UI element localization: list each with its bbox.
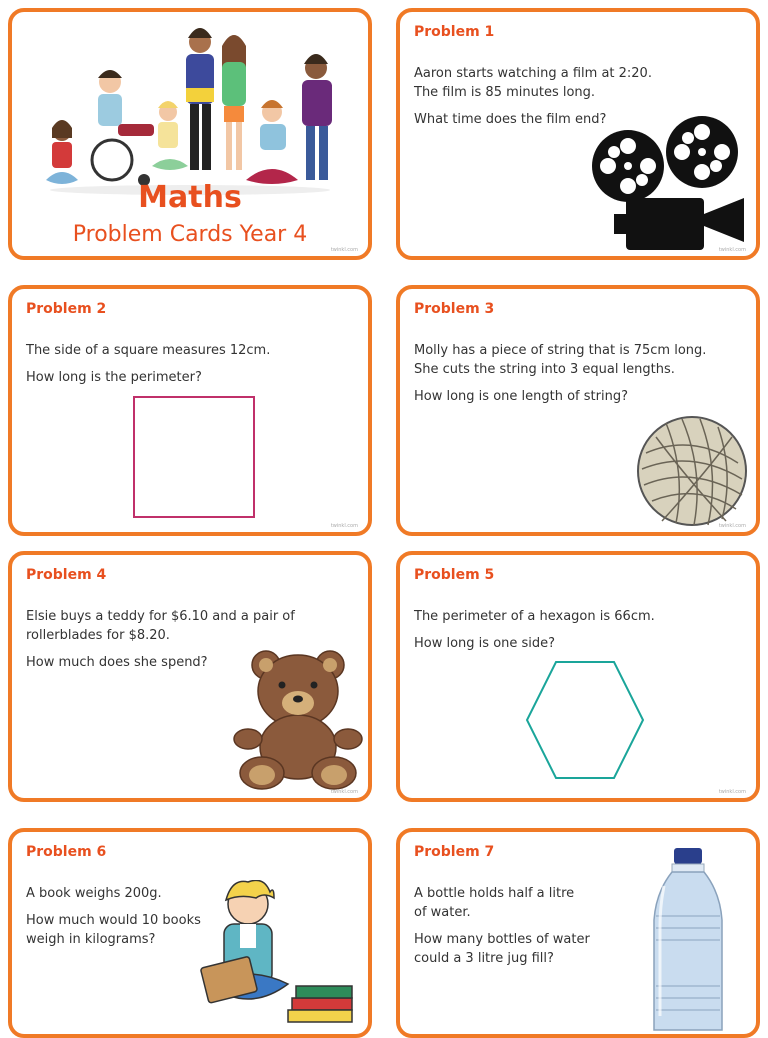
problem-line: Molly has a piece of string that is 75cm long.	[414, 343, 707, 358]
problem-text	[414, 884, 590, 968]
problem-question: What time does the film end?	[414, 112, 607, 127]
cover-subtitle: Problem Cards Year 4	[72, 222, 308, 247]
problem-line: The side of a square measures 12cm.	[26, 343, 271, 358]
problem-question: could a 3 litre jug fill?	[414, 951, 554, 966]
footer-mark: twinkl.com	[718, 789, 746, 795]
problem-question: How much does she spend?	[26, 655, 208, 670]
problem-question: How long is one side?	[414, 636, 556, 651]
footer-mark: twinkl.com	[718, 523, 746, 529]
problem-question: How many bottles of water	[414, 932, 590, 947]
problem-text	[414, 341, 706, 406]
problem-heading: Problem 7	[414, 844, 495, 860]
problem-line: She cuts the string into 3 equal lengths.	[414, 362, 675, 377]
problem-text	[26, 341, 270, 387]
problem-card-6	[8, 828, 372, 1038]
problem-heading: Problem 2	[26, 301, 107, 317]
problem-question: How long is the perimeter?	[26, 370, 202, 385]
problem-line: The film is 85 minutes long.	[414, 85, 596, 100]
film-projector-icon	[590, 114, 754, 254]
hexagon-shape-icon	[524, 659, 646, 781]
children-group-icon	[40, 20, 340, 196]
ball-of-string-icon	[636, 413, 752, 529]
problem-heading: Problem 3	[414, 301, 495, 317]
problem-line: A bottle holds half a litre	[414, 886, 575, 901]
problem-card-1	[396, 8, 760, 260]
footer-mark: twinkl.com	[718, 247, 746, 253]
problem-card-5	[396, 551, 760, 802]
problem-text	[414, 607, 655, 653]
problem-line: rollerblades for $8.20.	[26, 628, 170, 643]
cover-card	[8, 8, 372, 260]
problem-question: How long is one length of string?	[414, 389, 628, 404]
problem-card-4	[8, 551, 372, 802]
problem-heading: Problem 4	[26, 567, 107, 583]
problem-card-7	[396, 828, 760, 1038]
problem-card-2	[8, 285, 372, 536]
footer-mark: twinkl.com	[330, 523, 358, 529]
problem-line: Aaron starts watching a film at 2:20.	[414, 66, 652, 81]
problem-line: of water.	[414, 905, 471, 920]
problem-question: weigh in kilograms?	[26, 932, 156, 947]
problem-line: Elsie buys a teddy for $6.10 and a pair of	[26, 609, 295, 624]
problem-line: The perimeter of a hexagon is 66cm.	[414, 609, 655, 624]
problem-line: A book weighs 200g.	[26, 886, 162, 901]
boy-reading-icon	[188, 880, 358, 1030]
footer-mark: twinkl.com	[330, 247, 358, 253]
water-bottle-icon	[648, 846, 728, 1036]
problem-text	[26, 884, 201, 949]
footer-mark: twinkl.com	[330, 789, 358, 795]
teddy-bear-icon	[226, 643, 366, 793]
problem-heading: Problem 1	[414, 24, 495, 40]
problem-question: How much would 10 books	[26, 913, 201, 928]
problem-card-3	[396, 285, 760, 536]
problem-heading: Problem 5	[414, 567, 495, 583]
problem-heading: Problem 6	[26, 844, 107, 860]
square-shape-icon	[132, 395, 256, 519]
cover-title: Maths	[138, 180, 242, 215]
